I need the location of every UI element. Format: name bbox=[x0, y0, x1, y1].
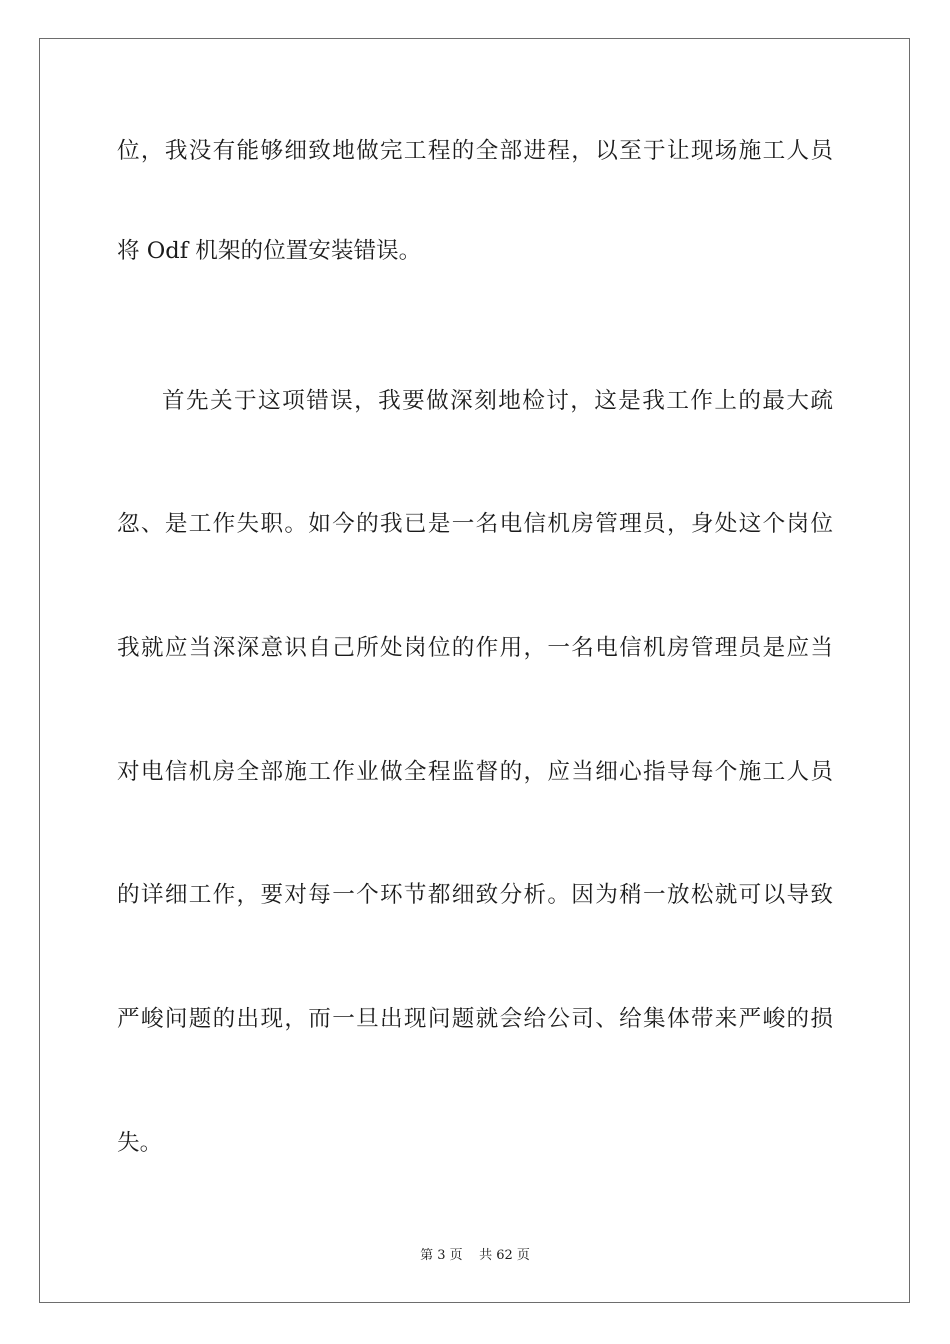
paragraph-line-3: 首先关于这项错误，我要做深刻地检讨，这是我工作上的最大疏 bbox=[162, 388, 833, 414]
paragraph-line-6: 对电信机房全部施工作业做全程监督的，应当细心指导每个施工人员 bbox=[117, 759, 833, 785]
paragraph-line-9: 失。 bbox=[117, 1130, 163, 1156]
page-number-footer: 第 3 页 共 62 页 bbox=[420, 1248, 530, 1263]
paragraph-line-5: 我就应当深深意识自己所处岗位的作用，一名电信机房管理员是应当 bbox=[117, 635, 833, 661]
paragraph-line-1: 位，我没有能够细致地做完工程的全部进程，以至于让现场施工人员 bbox=[117, 138, 833, 164]
page-border bbox=[39, 38, 910, 1303]
paragraph-line-4: 忽、是工作失职。如今的我已是一名电信机房管理员，身处这个岗位 bbox=[117, 511, 833, 537]
paragraph-line-7: 的详细工作，要对每一个环节都细致分析。因为稍一放松就可以导致 bbox=[117, 882, 833, 908]
paragraph-line-2: 将 Odf 机架的位置安装错误。 bbox=[117, 238, 422, 264]
paragraph-line-8: 严峻问题的出现，而一旦出现问题就会给公司、给集体带来严峻的损 bbox=[117, 1006, 833, 1032]
